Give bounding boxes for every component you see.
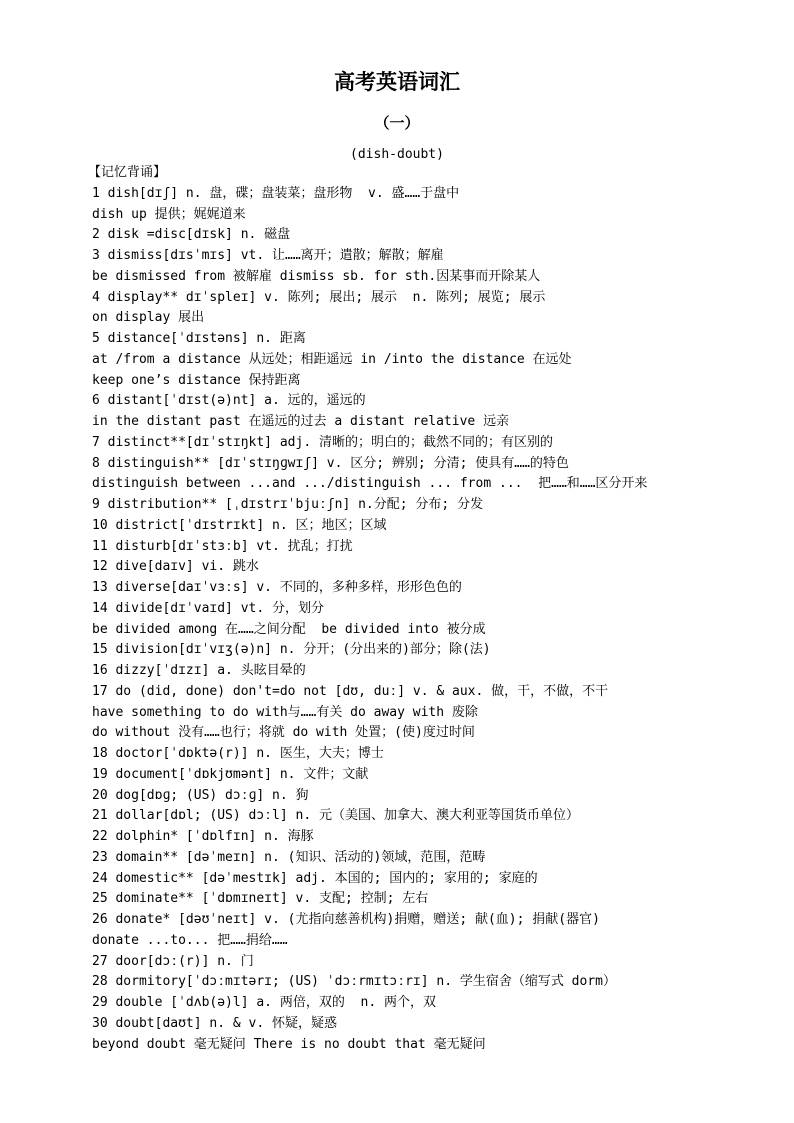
vocab-line: have something to do with与……有关 do away with 废除 bbox=[92, 704, 478, 720]
vocab-line: distinguish between ...and .../distinguish ... from ... 把……和……区分开来 bbox=[92, 476, 648, 492]
vocabulary-list bbox=[88, 163, 782, 1055]
vocab-line: 19 document[ˈdɒkjʊmənt] n. 文件；文献 bbox=[92, 766, 369, 782]
vocab-line: dish up 提供；娓娓道来 bbox=[92, 206, 246, 222]
page-title: 高考英语词汇 bbox=[334, 69, 460, 94]
vocab-line: 16 dizzy[ˈdɪzɪ] a. 头眩目晕的 bbox=[92, 663, 306, 678]
vocab-line: 1 dish[dɪʃ] n. 盘，碟；盘装菜；盘形物 v. 盛……于盘中 bbox=[92, 185, 460, 201]
vocab-line: 4 display** dɪˈspleɪ] v. 陈列; 展出; 展示 n. 陈列; 展览; 展示 bbox=[92, 289, 546, 305]
vocab-line: be divided among 在……之间分配 be divided into 被分成 bbox=[92, 621, 486, 637]
vocab-line: 8 distinguish** [dɪˈstɪŋɡwɪʃ] v. 区分; 辨别; 分清; 使具有……的特色 bbox=[92, 455, 569, 471]
vocab-line: 25 dominate** [ˈdɒmɪneɪt] v. 支配; 控制; 左右 bbox=[92, 891, 429, 907]
vocab-line: 11 disturb[dɪˈstɜːb] vt. 扰乱；打扰 bbox=[92, 538, 353, 554]
vocab-line: 27 door[dɔː(r)] n. 门 bbox=[92, 953, 254, 969]
vocab-line: 6 distant[ˈdɪst(ə)nt] a. 远的，遥远的 bbox=[92, 393, 366, 409]
vocab-line: 26 donate* [dəʊˈneɪt] v. (尤指向慈善机构)捐赠，赠送; 献(血); 捐献(器官) bbox=[92, 912, 600, 927]
vocab-line: 30 doubt[daʊt] n. & v. 怀疑，疑惑 bbox=[92, 1015, 338, 1031]
vocab-line: donate ...to... 把……捐给…… bbox=[92, 932, 288, 948]
vocab-line: 23 domain** [dəˈmeɪn] n. (知识、活动的)领域，范围，范畴 bbox=[92, 849, 486, 865]
vocab-line: keep one’s distance 保持距离 bbox=[92, 372, 301, 388]
vocab-line: on display 展出 bbox=[92, 310, 205, 326]
vocab-line: 10 district[ˈdɪstrɪkt] n. 区；地区；区域 bbox=[92, 517, 387, 533]
vocab-line: 12 dive[daɪv] vi. 跳水 bbox=[92, 559, 259, 575]
vocab-line: 14 divide[dɪˈvaɪd] vt. 分，划分 bbox=[92, 600, 325, 616]
vocab-line: beyond doubt 毫无疑问 There is no doubt that 毫无疑问 bbox=[92, 1036, 486, 1052]
word-range: (dish-doubt) bbox=[350, 147, 444, 162]
vocab-line: 5 distance[ˈdɪstəns] n. 距离 bbox=[92, 331, 306, 346]
vocab-line: be dismissed from 被解雇 dismiss sb. for sth.因某事而开除某人 bbox=[92, 268, 541, 284]
vocab-line: 20 dog[dɒɡ; (US) dɔːɡ] n. 狗 bbox=[92, 787, 309, 803]
vocab-line: 13 diverse[daɪˈvɜːs] v. 不同的，多种多样，形形色色的 bbox=[92, 580, 462, 595]
vocab-line: 21 dollar[dɒl; (US) dɔːl] n. 元（美国、加拿大、澳大利亚等国货币单位） bbox=[92, 808, 579, 824]
vocab-line: do without 没有……也行；将就 do with 处置；(使)度过时间 bbox=[92, 725, 475, 741]
vocab-line: 22 dolphin* [ˈdɒlfɪn] n. 海豚 bbox=[92, 829, 314, 844]
vocab-line: 17 do (did, done) don't=do not [dʊ, duː] v. & aux. 做，干，不做，不干 bbox=[92, 683, 609, 699]
vocab-line: 3 dismiss[dɪsˈmɪs] vt. 让……离开；遣散；解散；解雇 bbox=[92, 248, 444, 263]
vocab-line: 29 double [ˈdʌb(ə)l] a. 两倍，双的 n. 两个，双 bbox=[92, 995, 436, 1010]
vocab-line: at /from a distance 从远处；相距遥远 in /into the distance 在远处 bbox=[92, 351, 572, 367]
vocab-line: 2 disk =disc[dɪsk] n. 磁盘 bbox=[92, 227, 291, 243]
section-heading: 【记忆背诵】 bbox=[88, 165, 167, 180]
vocab-line: 15 division[dɪˈvɪʒ(ə)n] n. 分开；(分出来的)部分；除(法) bbox=[92, 642, 491, 658]
vocab-line: 9 distribution** [ˌdɪstrɪˈbjuːʃn] n.分配; 分布; 分发 bbox=[92, 497, 484, 512]
vocab-line: 28 dormitory[ˈdɔːmɪtərɪ; (US) ˈdɔːrmɪtɔːrɪ] n. 学生宿舍（缩写式 dorm） bbox=[92, 974, 616, 990]
vocab-line: in the distant past 在遥远的过去 a distant relative 远亲 bbox=[92, 414, 510, 429]
vocab-line: 7 distinct**[dɪˈstɪŋkt] adj. 清晰的；明白的；截然不同的；有区别的 bbox=[92, 434, 553, 450]
vocab-line: 24 domestic** [dəˈmestɪk] adj. 本国的; 国内的; 家用的; 家庭的 bbox=[92, 870, 538, 886]
vocab-line: 18 doctor[ˈdɒktə(r)] n. 医生，大夫；博士 bbox=[92, 746, 384, 761]
section-number: （一） bbox=[374, 114, 420, 132]
